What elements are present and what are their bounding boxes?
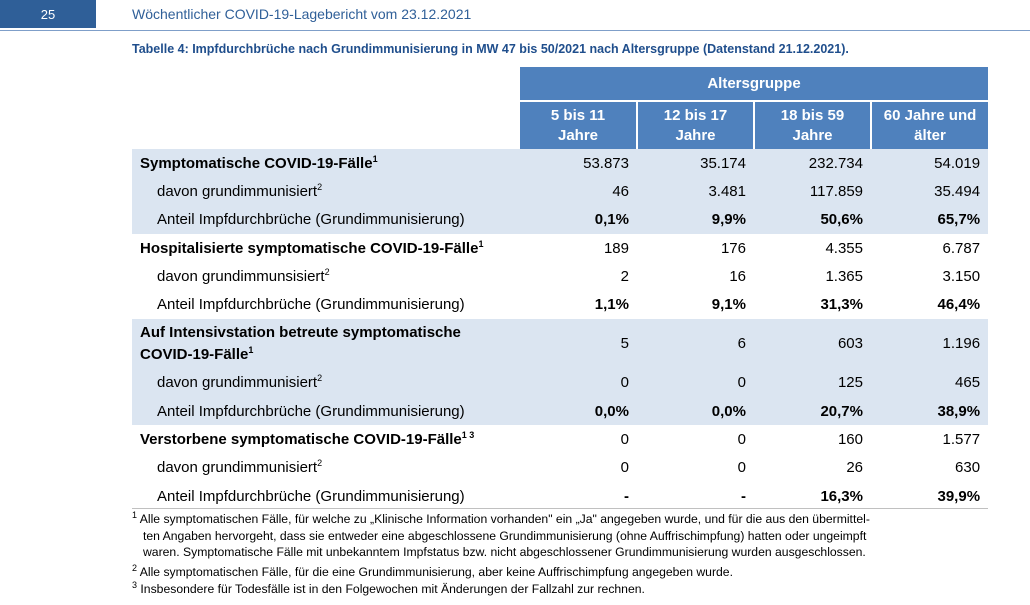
table-cell: 232.734 xyxy=(754,149,871,177)
column-header-60-plus xyxy=(871,101,988,149)
table-cell: 1,1% xyxy=(594,296,629,314)
table-row xyxy=(132,206,988,234)
table-cell: 53.873 xyxy=(520,149,637,177)
row-label: Anteil Impfdurchbrüche (Grundimmunisierung) xyxy=(157,296,465,314)
table-row xyxy=(132,149,988,177)
column-header-line: Jahre xyxy=(557,126,599,144)
table-cell: 1.577 xyxy=(942,431,981,449)
table-row xyxy=(132,454,988,482)
page-header xyxy=(0,0,1030,30)
footnote-text: ten Angaben hervorgeht, dass sie entweder eine abgeschlossene Grundimmunisierung (ohne Auffrischimpfung) hatten oder ungeimpft xyxy=(143,528,867,543)
column-header-line: Jahre xyxy=(675,126,716,144)
header-divider xyxy=(0,30,1030,31)
table-row xyxy=(132,262,988,290)
column-header-18-59 xyxy=(754,101,871,149)
table-cell: 65,7% xyxy=(871,206,988,234)
row-label: davon grundimmunisiert$^2$ xyxy=(132,177,520,205)
table-cell: 35.174 xyxy=(637,149,754,177)
footnote-text: Insbesondere für Todesfälle ist in den Folgewochen mit Änderungen der Fallzahl zur rechnen. xyxy=(140,582,645,596)
table-cell: 1.196 xyxy=(871,319,988,369)
table-cell: 9,1% xyxy=(711,296,746,314)
footnote-text: waren. Symptomatische Fälle mit unbekanntem Impfstatus bzw. nicht abgeschlossener Grundimmunisierung wurden ausgeschlossen. xyxy=(143,545,866,559)
table-row xyxy=(132,319,988,369)
table-row xyxy=(132,234,988,262)
table-cell: 0,0% xyxy=(637,397,754,425)
table-cell: 125 xyxy=(754,369,871,397)
table-cell: 54.019 xyxy=(871,149,988,177)
table-cell: 5 xyxy=(520,319,637,369)
table-cell: 630 xyxy=(955,459,981,477)
table-cell: 117.859 xyxy=(754,177,871,205)
table-cell: 39,9% xyxy=(937,487,981,505)
table-cell: 3.481 xyxy=(637,177,754,205)
page-number: 25 xyxy=(0,0,96,28)
footnote-2 xyxy=(132,564,988,581)
column-header-line: 60 Jahre und xyxy=(883,106,977,124)
table-cell: - xyxy=(624,487,629,505)
table-cell: 16,3% xyxy=(820,487,863,505)
table-cell: 160 xyxy=(837,431,863,449)
table-cell: 1.365 xyxy=(825,267,863,285)
footnote-divider xyxy=(132,508,988,509)
footnote-text: Alle symptomatischen Fälle, für die eine Grundimmunisierung, aber keine Auffrischimpfung angegeben wurde. xyxy=(139,565,733,579)
table-cell: 16 xyxy=(729,267,746,285)
report-title: Wöchentlicher COVID-19-Lagebericht vom 23.12.2021 xyxy=(132,6,472,22)
column-header-12-17 xyxy=(637,101,754,149)
table-cell: 4.355 xyxy=(825,239,863,257)
column-header-5-11 xyxy=(520,101,637,149)
table-caption: Tabelle 4: Impfdurchbrüche nach Grundimmunisierung in MW 47 bis 50/2021 nach Altersgruppe (Datenstand 21.12.2021). xyxy=(132,42,849,56)
table-cell: 50,6% xyxy=(754,206,871,234)
row-label: Anteil Impfdurchbrüche (Grundimmunisierung) xyxy=(132,206,520,234)
table-row xyxy=(132,425,988,453)
table-row xyxy=(132,177,988,205)
table-row xyxy=(132,397,988,425)
table-cell: 0 xyxy=(520,369,637,397)
row-label: Anteil Impfdurchbrüche (Grundimmunisierung) xyxy=(157,487,465,505)
table-cell: 6 xyxy=(637,319,754,369)
header-empty-cell xyxy=(132,67,520,149)
table-cell: 20,7% xyxy=(754,397,871,425)
table-cell: 2 xyxy=(620,267,629,285)
table-cell: 0 xyxy=(620,459,629,477)
row-label: davon grundimmunsisiert$^2$ xyxy=(157,266,330,285)
row-label: davon grundimmunisiert$^2$ xyxy=(157,458,323,477)
table-cell: 0 xyxy=(737,431,746,449)
row-label: Auf Intensivstation betreute symptomatische COVID-19-Fälle$^1$ xyxy=(132,319,520,369)
table-cell: 26 xyxy=(846,459,863,477)
table-cell: 603 xyxy=(754,319,871,369)
table-row xyxy=(132,482,988,510)
table-cell: 9,9% xyxy=(637,206,754,234)
table-cell: 6.787 xyxy=(942,239,981,257)
table-cell: 176 xyxy=(720,239,746,257)
table-cell: 0 xyxy=(620,431,629,449)
table-cell: 35.494 xyxy=(871,177,988,205)
table-cell: 0,1% xyxy=(520,206,637,234)
table-cell: 31,3% xyxy=(820,296,863,314)
footnote-3 xyxy=(132,581,988,598)
footnote-mark: 1 xyxy=(132,509,138,520)
row-label: Hospitalisierte symptomatische COVID-19-Fälle$^1$ xyxy=(140,238,484,257)
column-header-line: Jahre xyxy=(792,126,833,144)
table-cell: 38,9% xyxy=(871,397,988,425)
column-header-line: 5 bis 11 xyxy=(550,106,606,124)
table-cell: - xyxy=(741,487,746,505)
table-cell: 46 xyxy=(520,177,637,205)
column-header-line: älter xyxy=(914,126,946,144)
footnote-1 xyxy=(132,511,988,561)
footnote-mark: 2 xyxy=(132,562,138,573)
row-label: Verstorbene symptomatische COVID-19-Fälle$^{1 3}$ xyxy=(140,430,475,449)
row-label: davon grundimmunisiert$^2$ xyxy=(132,369,520,397)
row-label: Anteil Impfdurchbrüche (Grundimmunisierung) xyxy=(132,397,520,425)
row-label: Symptomatische COVID-19-Fälle$^1$ xyxy=(132,149,520,177)
footnote-text: Alle symptomatischen Fälle, für welche zu „Klinische Information vorhanden" ein „Ja" angegeben wurde, und für die aus den übermittel- xyxy=(139,512,870,526)
column-header-line: 12 bis 17 xyxy=(663,106,728,124)
column-header-line: 18 bis 59 xyxy=(780,106,845,124)
age-group-header: Altersgruppe xyxy=(520,67,988,101)
table-cell: 46,4% xyxy=(937,296,981,314)
table-cell: 0,0% xyxy=(520,397,637,425)
table-row xyxy=(132,290,988,318)
footnote-mark: 3 xyxy=(132,579,138,590)
table-cell: 465 xyxy=(871,369,988,397)
table-row xyxy=(132,369,988,397)
table-cell: 0 xyxy=(737,459,746,477)
breakthrough-table xyxy=(132,67,988,510)
table-cell: 3.150 xyxy=(942,267,981,285)
table-cell: 189 xyxy=(603,239,629,257)
table-cell: 0 xyxy=(637,369,754,397)
